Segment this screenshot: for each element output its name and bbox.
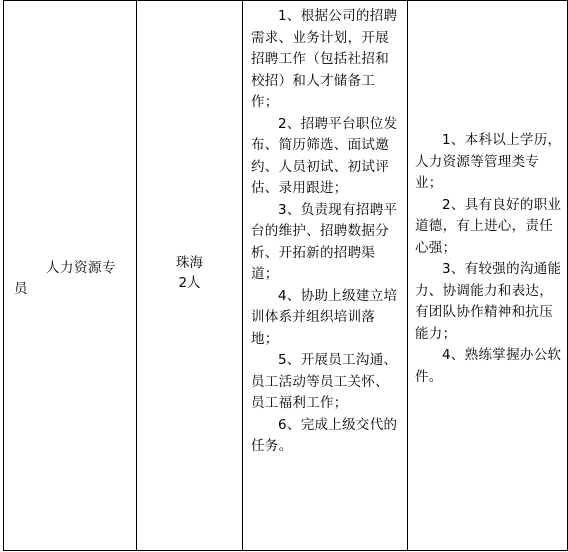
duties-cell bbox=[243, 1, 408, 551]
headcount-text: 2人 bbox=[178, 275, 201, 291]
location-cell bbox=[137, 1, 243, 551]
requirement-item: 4、熟练掌握办公软件。 bbox=[415, 347, 562, 385]
requirement-item: 1、本科以上学历，人力资源等管理类专业； bbox=[415, 132, 562, 191]
table-row bbox=[4, 1, 568, 551]
duty-item: 6、完成上级交代的任务。 bbox=[251, 416, 398, 454]
duty-item: 2、招聘平台职位发布、简历筛选、面试邀约、人员初试、初试评估、录用跟进； bbox=[251, 115, 398, 196]
duties-list bbox=[251, 6, 401, 458]
duty-item: 3、负责现有招聘平台的维护、招聘数据分析、开拓新的招聘渠道； bbox=[251, 201, 398, 282]
requirement-item: 2、具有良好的职业道德，有上进心，责任心强； bbox=[415, 196, 562, 256]
requirement-item: 3、有较强的沟通能力、协调能力和表达，有团队协作精神和抗压能力； bbox=[415, 261, 562, 342]
requirements-list bbox=[415, 130, 562, 388]
location-text: 珠海 bbox=[176, 255, 203, 271]
duty-item: 1、根据公司的招聘需求、业务计划，开展招聘工作（包括社招和校招）和人才储备工作； bbox=[251, 8, 398, 110]
duty-item: 5、开展员工沟通、员工活动等员工关怀、员工福利工作； bbox=[251, 352, 398, 411]
requirements-cell bbox=[408, 1, 568, 551]
job-table bbox=[3, 0, 568, 551]
job-title-cell bbox=[4, 1, 137, 551]
job-title-line-1: 人力资源专 bbox=[46, 260, 116, 276]
location-block bbox=[137, 253, 242, 293]
job-title-line-2: 员 bbox=[14, 281, 28, 297]
duty-item: 4、协助上级建立培训体系并组织培训落地； bbox=[251, 287, 398, 347]
